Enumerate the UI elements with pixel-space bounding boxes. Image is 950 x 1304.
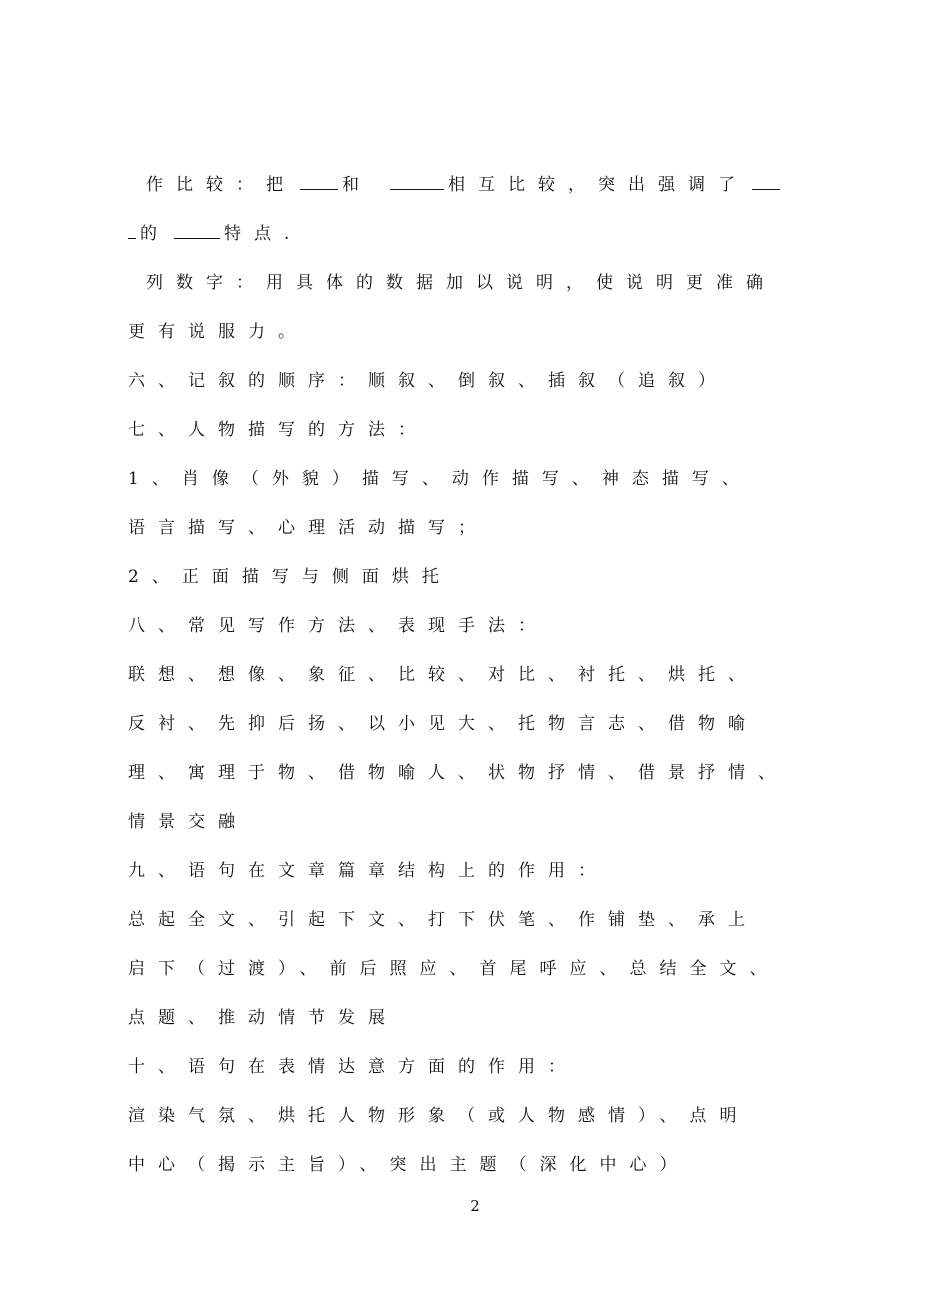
text-segment: 特点. <box>224 224 303 244</box>
text-line: 联想、想像、象征、比较、对比、衬托、烘托、 <box>128 665 758 685</box>
text-line: 2、正面描写与侧面烘托 <box>128 567 452 587</box>
text-line: 理、寓理于物、借物喻人、状物抒情、借景抒情、 <box>128 763 788 783</box>
text-line: 点题、推动情节发展 <box>128 1008 398 1028</box>
fill-blank <box>752 173 780 190</box>
text-segment: 作比较：把 <box>146 175 296 195</box>
section-heading: 九、语句在文章篇章结构上的作用： <box>128 861 608 881</box>
fill-blank <box>390 173 444 190</box>
text-line: 渲染气氛、烘托人物形象（或人物感情）、点明 <box>128 1106 750 1126</box>
section-heading: 十、语句在表情达意方面的作用： <box>128 1057 578 1077</box>
text-line: 1、肖像（外貌）描写、动作描写、神态描写、 <box>128 469 752 489</box>
text-segment: 和 <box>342 175 372 195</box>
text-line: 启下（过渡）、前后照应、首尾呼应、总结全文、 <box>128 959 780 979</box>
text-line: 语言描写、心理活动描写； <box>128 518 488 538</box>
section-heading: 七、人物描写的方法： <box>128 420 428 440</box>
text-line: 更有说服力。 <box>128 322 308 342</box>
text-line-comparison-cont <box>128 222 858 246</box>
text-segment: 相互比较，突出强调了 <box>448 175 748 195</box>
text-line: 情景交融 <box>128 812 248 832</box>
text-line: 列数字：用具体的数据加以说明，使说明更准确 <box>146 273 776 293</box>
text-line: 中心（揭示主旨）、突出主题（深化中心） <box>128 1155 690 1175</box>
fill-blank <box>128 222 136 239</box>
fill-blank <box>300 173 338 190</box>
text-line-comparison <box>146 173 876 197</box>
text-line: 总起全文、引起下文、打下伏笔、作铺垫、承上 <box>128 910 758 930</box>
text-segment: 的 <box>140 224 170 244</box>
section-heading: 六、记叙的顺序：顺叙、倒叙、插叙（追叙） <box>128 371 728 391</box>
section-heading: 八、常见写作方法、表现手法： <box>128 616 548 636</box>
text-line: 反衬、先抑后扬、以小见大、托物言志、借物喻 <box>128 714 758 734</box>
fill-blank <box>174 222 220 239</box>
page-number: 2 <box>470 1197 480 1215</box>
